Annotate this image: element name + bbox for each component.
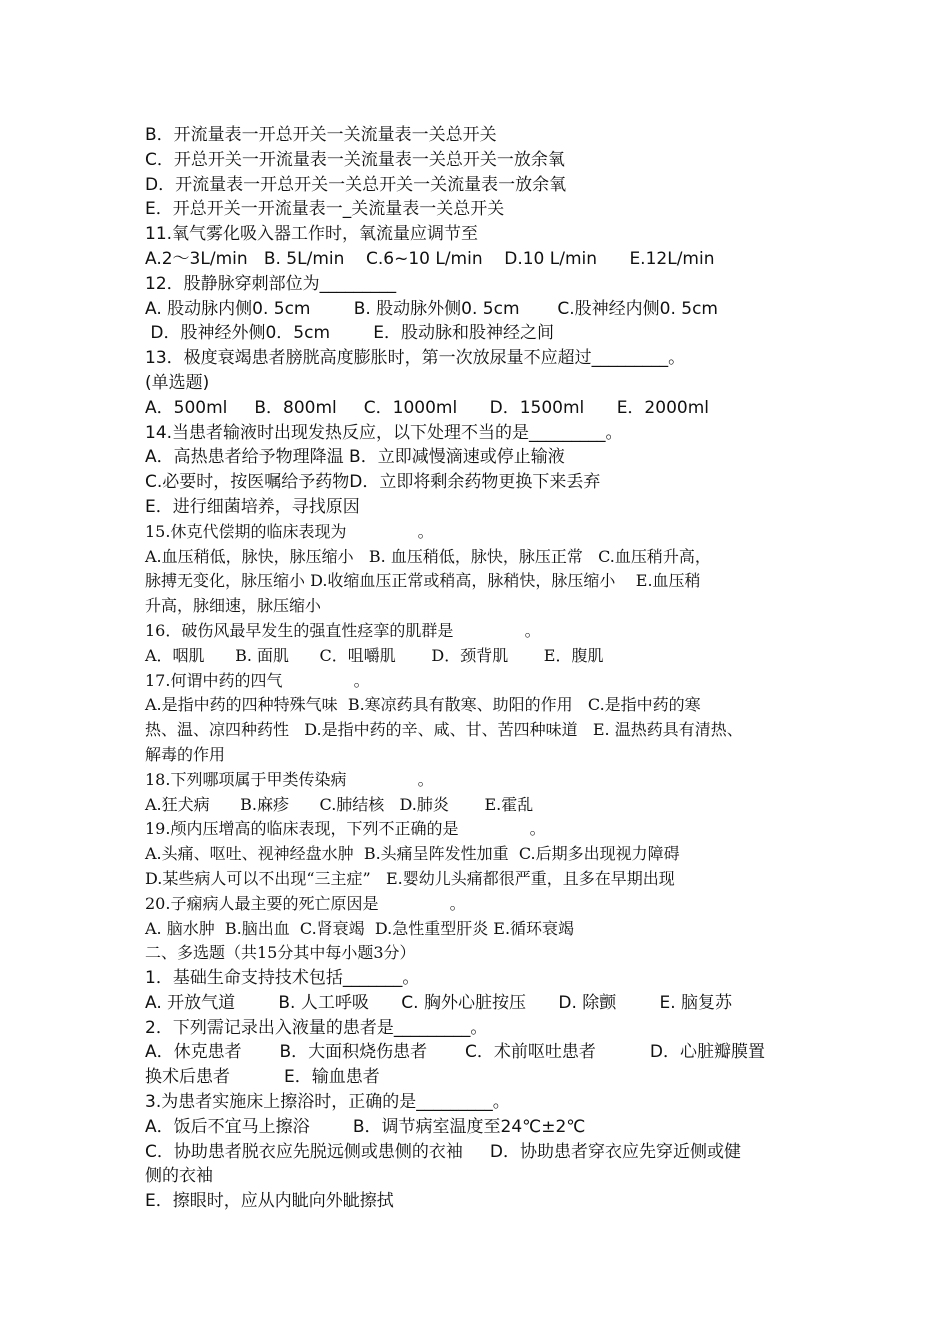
text-line: 19.颅内压增高的临床表现，下列不正确的是 。 — [145, 819, 546, 839]
text-line: A.2～3L/min B. 5L/min C.6~10 L/min D.10 L/min E.12L/min — [145, 248, 715, 269]
text-line: 解毒的作用 — [145, 744, 226, 764]
text-line: A．高热患者给予物理降温 B．立即减慢滴速或停止输液 — [145, 447, 565, 468]
text-line: 侧的衣袖 — [145, 1166, 213, 1187]
text-line: 换术后患者 E．输血患者 — [145, 1067, 380, 1088]
text-line: A．500ml B．800ml C．1000ml D．1500ml E．2000ml — [145, 397, 709, 418]
text-line: A．休克患者 B．大面积烧伤患者 C．术前呕吐患者 D．心脏瓣膜置 — [145, 1042, 765, 1063]
text-line: A.血压稍低，脉快，脉压缩小 B. 血压稍低，脉快，脉压正常 C.血压稍升高， — [145, 546, 711, 566]
text-line: (单选题) — [145, 372, 210, 393]
text-line: 13．极度衰竭患者膀胱高度膨胀时，第一次放尿量不应超过_________。 — [145, 348, 686, 369]
text-line: 18.下列哪项属于甲类传染病 。 — [145, 769, 434, 789]
text-line: 17.何谓中药的四气 。 — [145, 670, 370, 690]
text-line: A. 股动脉内侧0. 5cm B. 股动脉外侧0. 5cm C.股神经内侧0. 5cm — [145, 298, 718, 319]
text-line: A.狂犬病 B.麻疹 C.肺结核 D.肺炎 E.霍乱 — [145, 794, 534, 814]
text-line: 12．股静脉穿刺部位为_________ — [145, 273, 397, 294]
text-line: C．协助患者脱衣应先脱远侧或患侧的衣袖 D．协助患者穿衣应先穿近侧或健 — [145, 1141, 741, 1162]
text-line: 脉搏无变化，脉压缩小 D.收缩血压正常或稍高，脉稍快，脉压缩小 E.血压稍 — [145, 571, 701, 591]
text-line: A. 开放气道 B. 人工呼吸 C. 胸外心脏按压 D. 除颤 E. 脑复苏 — [145, 992, 733, 1013]
text-line: D.某些病人可以不出现“三主症” E.婴幼儿头痛都很严重，且多在早期出现 — [145, 868, 675, 888]
text-line: A．饭后不宜马上擦浴 B．调节病室温度至24℃±2℃ — [145, 1116, 586, 1137]
text-line: E．进行细菌培养，寻找原因 — [145, 496, 360, 517]
text-line: C.必要时，按医嘱给予药物D．立即将剩余药物更换下来丢弃 — [145, 472, 601, 493]
text-line: A.头痛、呕吐、视神经盘水肿 B.头痛呈阵发性加重 C.后期多出现视力障碍 — [145, 844, 680, 864]
text-line: 16．破伤风最早发生的强直性痉挛的肌群是 。 — [145, 620, 541, 640]
text-line: A.是指中药的四种特殊气味 B.寒凉药具有散寒、助阳的作用 C.是指中药的寒 — [145, 695, 701, 715]
text-line: 3.为患者实施床上擦浴时，正确的是_________。 — [145, 1092, 510, 1113]
text-line: A. 脑水肿 B.脑出血 C.肾衰竭 D.急性重型肝炎 E.循环衰竭 — [145, 918, 575, 938]
text-line: D．开流量表一开总开关一关总开关一关流量表一放余氧 — [145, 174, 567, 195]
text-line: E．擦眼时，应从内眦向外眦擦拭 — [145, 1191, 394, 1212]
text-line: 20.子痫病人最主要的死亡原因是 。 — [145, 893, 466, 913]
text-line: C．开总开关一开流量表一关流量表一关总开关一放余氧 — [145, 149, 565, 170]
exam-text-body — [145, 123, 825, 1214]
text-line: D．股神经外侧0．5cm E．股动脉和股神经之间 — [145, 323, 555, 344]
text-line: 2．下列需记录出入液量的患者是_________。 — [145, 1017, 488, 1038]
text-line: B．开流量表一开总开关一关流量表一关总开关 — [145, 125, 497, 145]
text-line: 11.氧气雾化吸入器工作时，氧流量应调节至 — [145, 224, 479, 245]
text-line: E．开总开关一开流量表一_关流量表一关总开关 — [145, 199, 505, 220]
text-line: 1．基础生命支持技术包括_______。 — [145, 968, 420, 989]
text-line: 14.当患者输液时出现发热反应，以下处理不当的是_________。 — [145, 422, 623, 443]
text-line: 升高，脉细速，脉压缩小 — [145, 596, 322, 616]
text-line: 热、温、凉四种药性 D.是指中药的辛、咸、甘、苦四种味道 E. 温热药具有清热、 — [145, 720, 743, 740]
text-line: 15.休克代偿期的临床表现为 。 — [145, 521, 434, 541]
text-line: 二、多选题（共15分其中每小题3分） — [145, 943, 416, 963]
text-line: A．咽肌 B. 面肌 C．咀嚼肌 D．颈背肌 E．腹肌 — [145, 645, 604, 665]
